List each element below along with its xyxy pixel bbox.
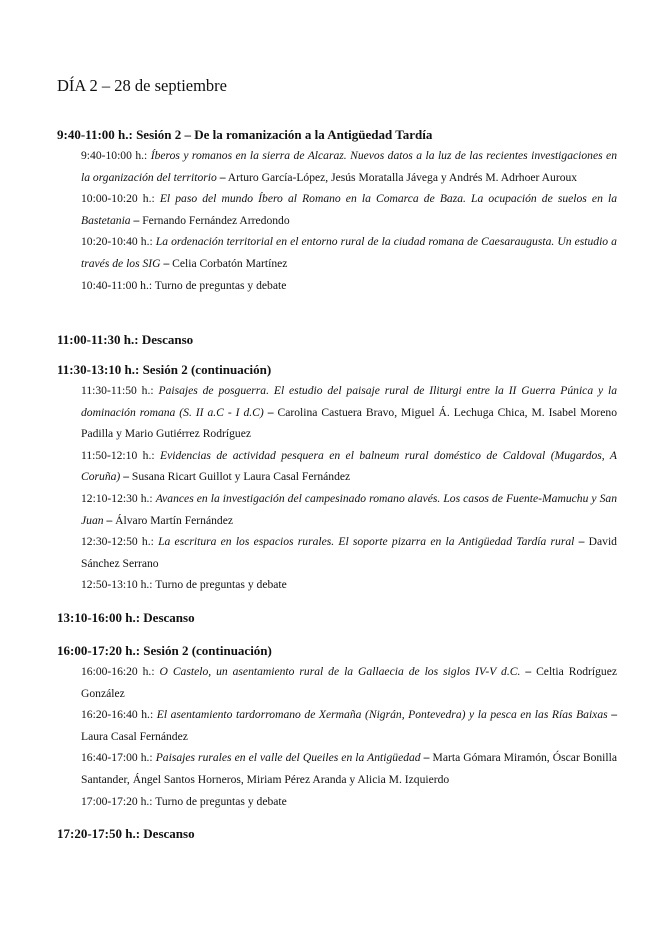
break-block — [57, 824, 617, 844]
talk-title: Avances en la investigación del campesinado romano alavés. Los casos de Fuente-Mamuchu y San Juan — [81, 491, 618, 527]
dash-separator: – — [133, 213, 140, 227]
talk-title: Paisajes rurales en el valle del Queiles en la Antigüedad — [155, 751, 421, 765]
break-heading: 13:10-16:00 h.: Descanso — [57, 610, 195, 625]
dash-separator: – — [219, 170, 226, 184]
talk-title: Paisajes de posguerra. El estudio del paisaje rural de Iliturgi entre la II Guerra Púnica y la dominación romana (S. II a.C - I d.C) — [81, 384, 618, 419]
talk-time: 10:40-11:00 h.: — [81, 278, 153, 292]
talk-title: El paso del mundo Íbero al Romano en la Comarca de Baza. La ocupación de suelos en la Bastetania — [81, 192, 617, 227]
talk-time: 10:20-10:40 h.: — [81, 235, 153, 249]
debate-item — [81, 791, 617, 813]
talk-authors: Laura Casal Fernández — [81, 729, 188, 743]
talk-authors: Celia Corbatón Martínez — [172, 256, 288, 270]
talk-title: O Castelo, un asentamiento rural de la Gallaecia de los siglos IV-V d.C. — [159, 665, 521, 678]
talk-item — [81, 380, 617, 445]
talk-time: 12:30-12:50 h.: — [81, 535, 154, 549]
talk-title: El asentamiento tardorromano de Xermaña (Nigrán, Pontevedra) y la pesca en las Rías Baixas — [156, 708, 608, 722]
talk-time: 16:40-17:00 h.: — [81, 751, 153, 765]
talk-time: 12:10-12:30 h.: — [81, 491, 153, 505]
session-block — [57, 360, 617, 596]
dash-separator: – — [267, 405, 274, 419]
talk-title: La ordenación territorial en el entorno rural de la ciudad romana de Caesaraugusta. Un estudio a través de los SIG — [81, 235, 617, 270]
talk-item — [81, 445, 617, 488]
debate-item — [81, 574, 617, 596]
debate-text: Turno de preguntas y debate — [155, 794, 287, 808]
session-heading: 9:40-11:00 h.: Sesión 2 – De la romanización a la Antigüedad Tardía — [57, 127, 433, 142]
talk-time: 10:00-10:20 h.: — [81, 192, 155, 206]
talk-item — [81, 231, 617, 274]
talk-item — [81, 145, 617, 188]
dash-separator: – — [106, 513, 113, 527]
talk-authors: Álvaro Martín Fernández — [115, 513, 233, 527]
break-heading: 17:20-17:50 h.: Descanso — [57, 826, 195, 841]
talk-title: La escritura en los espacios rurales. El soporte pizarra en la Antigüedad Tardía rural — [158, 535, 575, 549]
talk-list — [81, 380, 617, 596]
talk-authors: Arturo García-López, Jesús Moratalla Jávega y Andrés M. Adrhoer Auroux — [227, 170, 578, 184]
talk-authors: Carolina Castuera Bravo, Miguel Á. Lechuga Chica, M. Isabel Moreno Padilla y Mario Gutiérrez Rodríguez — [81, 405, 617, 441]
talk-authors: Susana Ricart Guillot y Laura Casal Fernández — [131, 470, 351, 484]
talk-time: 16:20-16:40 h.: — [81, 708, 154, 722]
talk-authors: David Sánchez Serrano — [81, 535, 617, 570]
talk-item — [81, 747, 617, 790]
dash-separator: – — [525, 665, 532, 678]
dash-separator: – — [578, 535, 585, 549]
session-block — [57, 641, 617, 812]
dash-separator: – — [423, 751, 430, 765]
talk-item — [81, 488, 617, 531]
break-heading: 11:00-11:30 h.: Descanso — [57, 332, 194, 347]
talk-item — [81, 188, 617, 231]
session-heading: 16:00-17:20 h.: Sesión 2 (continuación) — [57, 643, 272, 658]
talk-authors: Celtia Rodríguez González — [81, 665, 618, 700]
talk-title: Íberos y romanos en la sierra de Alcaraz. Nuevos datos a la luz de las recientes investigaciones en la organización del territorio — [81, 149, 618, 184]
talk-time: 11:30-11:50 h.: — [81, 384, 154, 397]
dash-separator: – — [163, 256, 170, 270]
talk-list — [81, 145, 617, 296]
talk-authors: Fernando Fernández Arredondo — [142, 213, 290, 227]
talk-title: Evidencias de actividad pesquera en el balneum rural doméstico de Caldoval (Mugardos, A Coruña) — [81, 448, 618, 484]
debate-text: Turno de preguntas y debate — [154, 278, 287, 292]
break-block — [57, 608, 617, 628]
session-block — [57, 125, 617, 296]
dash-separator: – — [123, 470, 129, 484]
talk-authors: Marta Gómara Miramón, Óscar Bonilla Santander, Ángel Santos Horneros, Miriam Pérez Aranda y Alicia M. Izquierdo — [81, 751, 617, 786]
talk-item — [81, 661, 617, 704]
dash-separator: – — [611, 708, 618, 722]
talk-item — [81, 531, 617, 574]
day-title: DÍA 2 – 28 de septiembre — [57, 76, 228, 95]
talk-time: 17:00-17:20 h.: — [81, 794, 153, 808]
break-block — [57, 330, 617, 350]
talk-time: 9:40-10:00 h.: — [81, 149, 148, 162]
session-heading: 11:30-13:10 h.: Sesión 2 (continuación) — [57, 362, 272, 377]
talk-time: 12:50-13:10 h.: — [81, 578, 153, 592]
debate-text: Turno de preguntas y debate — [155, 578, 287, 592]
talk-list — [81, 661, 617, 812]
talk-item — [81, 704, 617, 747]
talk-time: 11:50-12:10 h.: — [81, 448, 155, 462]
talk-time: 16:00-16:20 h.: — [81, 665, 155, 678]
debate-item — [81, 275, 617, 297]
